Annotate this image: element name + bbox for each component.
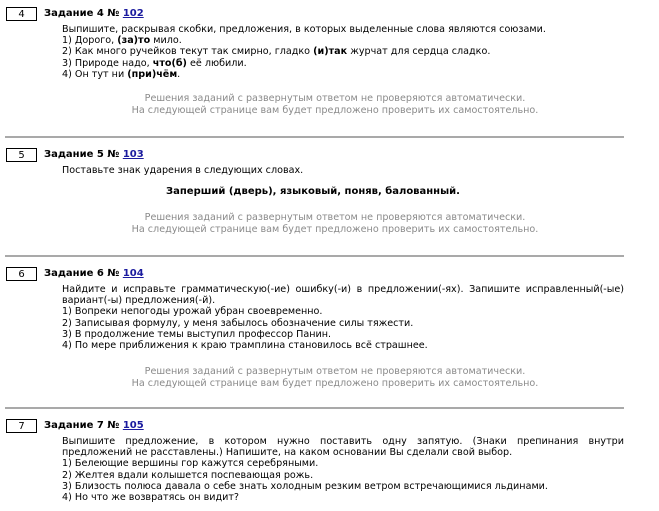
- list-item: 4) По мере приближения к краю трамплина становилось всё страшнее.: [62, 340, 428, 352]
- task-header: [44, 420, 144, 431]
- task-number-box: 7: [6, 419, 37, 433]
- task-header: [44, 149, 144, 160]
- list-item: 4) Но что же возвратясь он видит?: [62, 492, 240, 504]
- task-number-box: 4: [6, 7, 37, 21]
- task-instruction: Выпишите предложение, в котором нужно поставить одну запятую. (Знаки препинания внутри предложений не расставлены.) Напишите, на каком основании Вы сделали свой выбор.: [62, 436, 624, 459]
- list-item: 2) Как много ручейков текут так смирно, гладко (и)так журчат для сердца сладко.: [62, 46, 491, 58]
- list-item: 3) В продолжение темы выступил профессор Панин.: [62, 328, 332, 340]
- auto-check-note: Решения заданий с развернутым ответом не проверяются автоматически. На следующей странице вам будет предложено проверить их самостоятельно.: [131, 212, 539, 235]
- list-item: 1) Вопреки непогоды урожай убран своевременно.: [62, 306, 323, 318]
- task-id-link[interactable]: 103: [122, 149, 144, 160]
- auto-check-note: Решения заданий с развернутым ответом не проверяются автоматически. На следующей странице вам будет предложено проверить их самостоятельно.: [131, 366, 539, 389]
- task-header: [44, 8, 144, 19]
- separator: [5, 136, 624, 138]
- list-item: 2) Желтея вдали колышется поспевающая рожь.: [62, 469, 314, 481]
- list-item: 2) Записывая формулу, у меня забылось обозначение силы тяжести.: [62, 317, 414, 329]
- list-item: 4) Он тут ни (при)чём.: [62, 68, 181, 80]
- task-body: [62, 284, 624, 351]
- separator: [5, 255, 624, 257]
- list-item: 3) Природе надо, что(б) её любили.: [62, 57, 247, 69]
- separator: [5, 407, 624, 409]
- task-number-box: 5: [6, 148, 37, 162]
- task-id-link[interactable]: 104: [122, 268, 144, 279]
- task-number-box: 6: [6, 267, 37, 281]
- list-item: 1) Дорого, (за)то мило.: [62, 35, 182, 47]
- task-instruction: Найдите и исправьте грамматическую(-ие) ошибку(-и) в предложении(-ях). Запишите исправленный(-ые) вариант(-ы) предложения(-й).: [62, 284, 624, 307]
- task-id-link[interactable]: 102: [122, 8, 144, 19]
- task-body: [62, 436, 624, 503]
- task-body: [62, 24, 624, 80]
- stress-words: Заперший (дверь), языковый, поняв, балованный.: [166, 186, 460, 197]
- task-title: Задание 6 №: [44, 268, 120, 279]
- task-instruction: Выпишите, раскрывая скобки, предложения, в которых выделенные слова являются союзами.: [62, 24, 546, 35]
- task-id-link[interactable]: 105: [122, 420, 144, 431]
- task-body: [62, 165, 624, 176]
- task-header: [44, 268, 144, 279]
- auto-check-note: Решения заданий с развернутым ответом не проверяются автоматически. На следующей странице вам будет предложено проверить их самостоятельно.: [131, 93, 539, 116]
- task-title: Задание 4 №: [44, 8, 120, 19]
- task-instruction: Поставьте знак ударения в следующих словах.: [62, 165, 304, 176]
- list-item: 3) Близость полюса давала о себе знать холодным резким ветром встречающимися льдинами.: [62, 480, 548, 492]
- task-title: Задание 5 №: [44, 149, 120, 160]
- task-title: Задание 7 №: [44, 420, 120, 431]
- list-item: 1) Белеющие вершины гор кажутся серебряными.: [62, 458, 319, 470]
